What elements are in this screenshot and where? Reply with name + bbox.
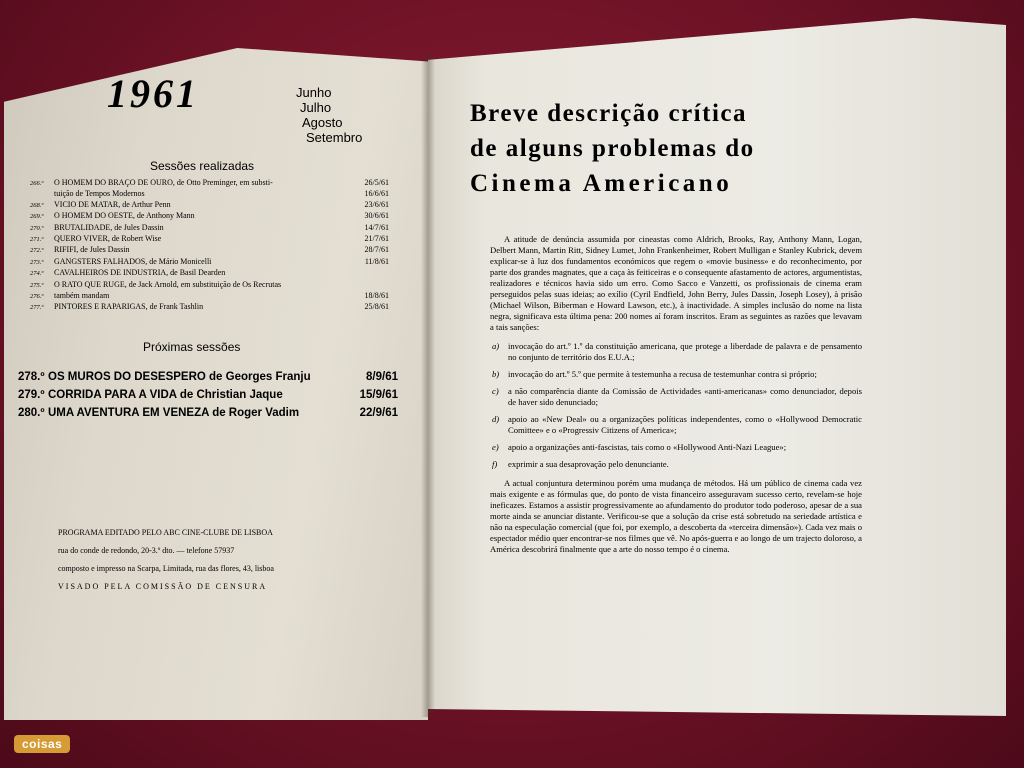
next-session-row <box>18 386 398 404</box>
reason-item <box>492 442 862 453</box>
session-date: 25/8/61 <box>364 302 389 312</box>
session-title: RIFIFI, de Jules Dassin <box>54 245 130 255</box>
reason-label: b) <box>492 369 500 379</box>
session-number: 274.º <box>30 270 44 278</box>
reason-item <box>492 341 862 363</box>
reason-item <box>492 414 862 436</box>
reason-item <box>492 386 862 408</box>
session-date: 18/8/61 <box>364 291 389 301</box>
session-title: BRUTALIDADE, de Jules Dassin <box>54 222 164 232</box>
months-list <box>296 85 362 145</box>
past-session-row <box>30 189 395 199</box>
session-date: 30/6/61 <box>364 211 389 221</box>
past-session-row <box>30 234 395 245</box>
title-line: Cinema Americano <box>470 170 733 197</box>
next-session-row <box>18 368 398 386</box>
final-paragraph: A actual conjuntura determinou porém uma mudança de métodos. Há um público de cinema cada vez mais exigente e as fórmulas que, do ponto de vista financeiro asseguravam sucesso certo, revelam-se hoje ineficazes. Estamos a assistir progressivamente ao afundamento do produtor todo poderoso, apesar de a sua morte ainda se anunciar distante. Verificou-se que a solução da crise está sobretudo na seriedade artística e não na especulação comercial (que foi, por exemplo, a descoberta da «terceira dimensão»). Cada vez mais o espectador médio quer encontrar-se nos filmes que vê. No após-guerra e ao longo de um trajecto doloroso, a América descobrirá finalmente que a arte do nosso tempo é o cinema. <box>490 478 862 554</box>
session-title: O RATO QUE RUGE, de Jack Arnold, em substituição de Os Recrutas <box>54 279 282 289</box>
past-session-row <box>30 178 395 189</box>
reason-label: f) <box>492 459 498 469</box>
intro-paragraph: A atitude de denúncia assumida por cineastas como Aldrich, Brooks, Ray, Anthony Mann, Logan, Delbert Mann, Martin Ritt, Sidney Lumet, John Frankenheimer, Robert Mulligan e Stanley Kubrick, devem explicar-se à luz dos fundamentos económicos que regem o «movie business» e do reconhecimento, por parte dos grandes magnates, que a caça às feiticeiras e o consequente afastamento de actores, argumentistas, realizadores e técnicos havia sido um erro. Como Sacco e Vanzetti, os profissionais de cinema eram perseguidos pelas suas ideias; ao exílio (Cyril Endfield, John Berry, Jules Dassin, Joseph Losey), à prisão (Michael Wilson, Biberman e Howard Lawson, etc.), à inactividade. A simples inclusão do nome na lista negra, significava esta última pena: 200 nomes aí foram inscritos. Eram as seguintes as razões que levavam a tais sanções: <box>490 234 862 332</box>
session-number: 277.º <box>30 304 44 312</box>
imprint <box>58 524 274 596</box>
session-number: 278.º <box>18 371 45 383</box>
reason-text: apoio a organizações anti-fascistas, tais como o «Hollywood Anti-Nazi League»; <box>508 442 787 452</box>
reason-label: a) <box>492 341 500 351</box>
imprint-censorship: VISADO PELA COMISSÃO DE CENSURA <box>58 582 268 591</box>
session-date: 23/6/61 <box>364 199 389 209</box>
session-number: 280.º <box>18 407 45 419</box>
month: Julho <box>300 100 332 115</box>
reason-label: c) <box>492 386 499 396</box>
month: Setembro <box>306 130 363 145</box>
past-sessions-title: Sessões realizadas <box>150 159 255 173</box>
past-session-row <box>30 291 395 302</box>
article-title <box>470 96 755 201</box>
past-session-row <box>30 257 395 268</box>
booklet-spine <box>421 55 435 717</box>
past-session-row <box>30 268 395 279</box>
reason-text: apoio ao «New Deal» ou a organizações políticas independentes, como o «Hollywood Democratic Comittee» e o «Progressiv Citizens of America»; <box>508 414 862 435</box>
session-number: 266.º <box>30 180 44 187</box>
session-title: CAVALHEIROS DE INDUSTRIA, de Basil Dearden <box>54 268 226 278</box>
reasons-list <box>492 341 862 470</box>
session-date: 22/9/61 <box>359 407 398 419</box>
month: Junho <box>296 85 332 100</box>
past-session-row <box>30 302 395 313</box>
reason-label: e) <box>492 442 499 452</box>
reason-item <box>492 459 862 470</box>
session-title: OS MUROS DO DESESPERO de Georges Franju <box>48 371 311 383</box>
past-session-row <box>30 245 395 256</box>
session-title: QUERO VIVER, de Robert Wise <box>54 234 162 244</box>
session-title: CORRIDA PARA A VIDA de Christian Jaque <box>48 389 283 401</box>
session-number: 279.º <box>18 389 45 401</box>
reason-label: d) <box>492 414 500 424</box>
session-number: 275.º <box>30 281 44 289</box>
session-date: 28/7/61 <box>364 245 389 255</box>
reason-text: invocação do art.º 1.º da constituição americana, que protege a liberdade de palavra e de pensamento no conjunto de território dos E.U.A.; <box>508 341 862 362</box>
article-body <box>490 234 862 555</box>
past-session-row <box>30 211 395 222</box>
year-heading: 1961 <box>107 71 199 116</box>
past-sessions-list <box>30 178 395 314</box>
session-date: 14/7/61 <box>364 222 389 232</box>
reason-text: a não comparência diante da Comissão de Actividades «anti-americanas» como denunciador, depois de haver sido denunciado; <box>508 386 862 407</box>
session-date: 16/6/61 <box>364 189 389 199</box>
session-date: 15/9/61 <box>359 389 398 401</box>
session-title: PINTORES E RAPARIGAS, de Frank Tashlin <box>54 302 204 312</box>
session-date: 8/9/61 <box>366 371 398 383</box>
next-session-row <box>18 404 398 422</box>
session-title: O HOMEM DO BRAÇO DE OURO, de Otto Preminger, em substi- <box>54 178 273 187</box>
session-title: UMA AVENTURA EM VENEZA de Roger Vadim <box>48 407 300 419</box>
session-number: 269.º <box>30 213 44 221</box>
imprint-printer: composto e impresso na Scarpa, Limitada, rua das flores, 43, lisboa <box>58 564 274 573</box>
session-title: VICIO DE MATAR, de Arthur Penn <box>54 199 171 209</box>
month: Agosto <box>302 115 343 130</box>
session-date: 26/5/61 <box>364 178 389 187</box>
session-title: GANGSTERS FALHADOS, de Mário Monicelli <box>54 256 212 266</box>
session-date: 11/8/61 <box>364 256 389 266</box>
reason-item <box>492 369 862 380</box>
watermark-logo: coisas <box>14 735 70 753</box>
title-line: Breve descrição crítica <box>470 100 747 127</box>
session-number: 268.º <box>30 201 44 209</box>
past-session-row <box>30 223 395 234</box>
past-session-row <box>30 200 395 211</box>
session-number: 276.º <box>30 293 44 301</box>
past-session-row <box>30 280 395 291</box>
title-line: de alguns problemas do <box>470 135 755 162</box>
reason-text: exprimir a sua desaprovação pelo denunciante. <box>508 459 669 469</box>
session-number: 271.º <box>30 236 44 244</box>
session-number: 270.º <box>30 224 44 232</box>
session-date: 21/7/61 <box>364 234 389 244</box>
session-title: também mandam <box>54 291 110 301</box>
reason-text: invocação do art.º 5.º que permite à testemunha a recusa de testemunhar contra si próprio; <box>508 369 817 379</box>
session-title: tuição de Tempos Modernos <box>54 189 145 199</box>
imprint-address: rua do conde de redondo, 20-3.º dto. — telefone 57937 <box>58 546 235 555</box>
session-title: O HOMEM DO OESTE, de Anthony Mann <box>54 211 195 221</box>
next-sessions-title: Próximas sessões <box>143 340 241 354</box>
session-number: 273.º <box>30 258 44 266</box>
session-number: 272.º <box>30 247 44 255</box>
imprint-publisher: PROGRAMA EDITADO PELO ABC CINE-CLUBE DE LISBOA <box>58 528 273 537</box>
next-sessions-list <box>18 368 398 422</box>
